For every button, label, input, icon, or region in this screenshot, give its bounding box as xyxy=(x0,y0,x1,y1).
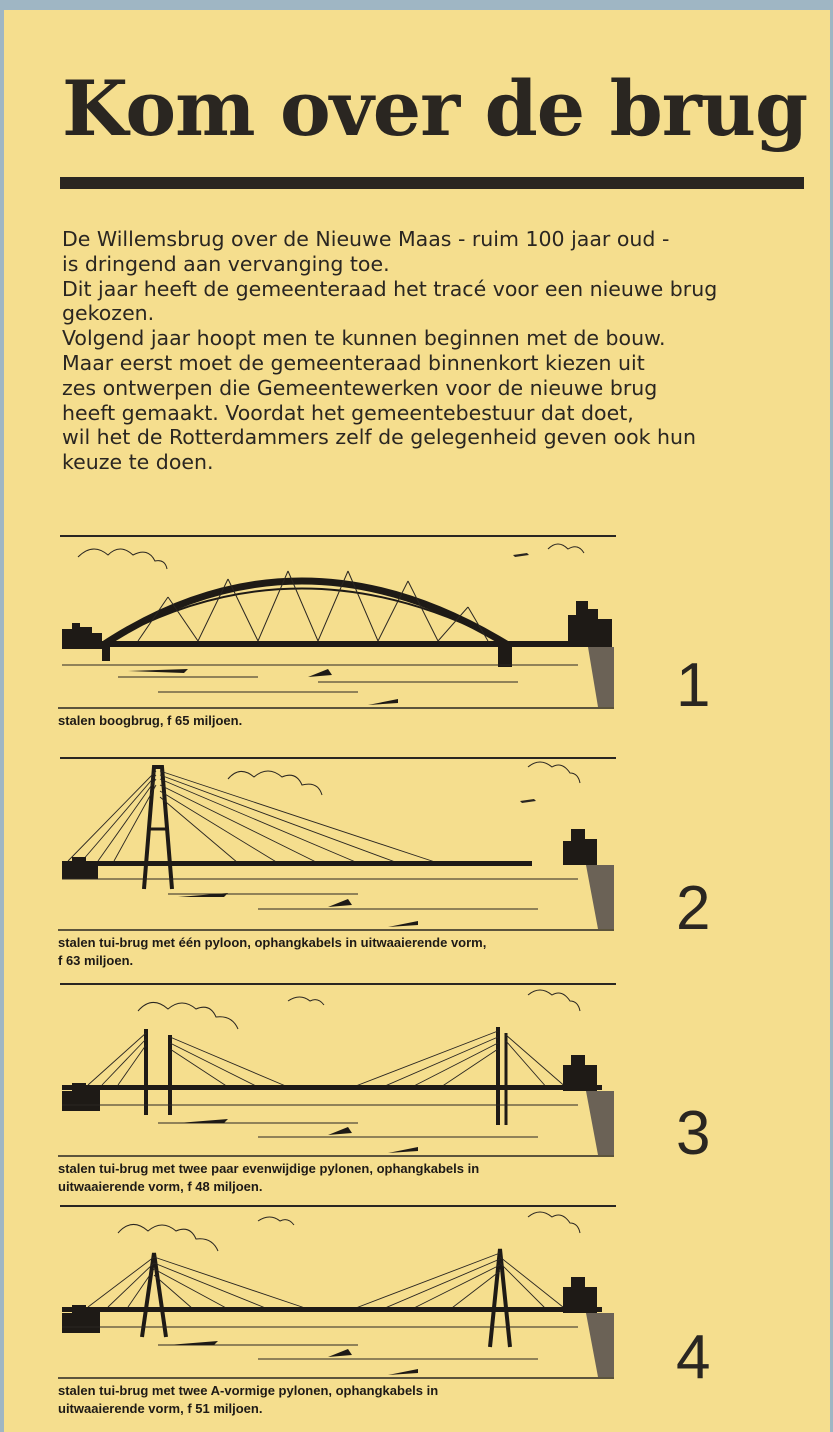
intro-line: gekozen. xyxy=(62,301,155,326)
intro-line: Volgend jaar hoopt men te kunnen beginnen met de bouw. xyxy=(62,326,666,351)
intro-line: keuze te doen. xyxy=(62,450,214,475)
intro-line: Dit jaar heeft de gemeenteraad het tracé voor een nieuwe brug xyxy=(62,276,718,301)
caption-line: stalen boogbrug, f 65 miljoen. xyxy=(58,713,243,728)
design-4 xyxy=(58,1207,618,1418)
caption-line: stalen tui-brug met één pyloon, ophangkabels in uitwaaierende vorm, xyxy=(58,935,487,950)
page-title: Kom over de brug xyxy=(62,64,808,153)
arch-bridge-illustration xyxy=(58,537,618,709)
intro-text xyxy=(62,227,782,475)
design-number: 4 xyxy=(676,1323,711,1392)
caption-line: uitwaaierende vorm, f 48 miljoen. xyxy=(58,1179,263,1194)
design-2 xyxy=(58,759,618,970)
design-3 xyxy=(58,985,618,1196)
design-1 xyxy=(58,537,618,730)
parallel-pylons-bridge-illustration xyxy=(58,985,618,1157)
intro-line: De Willemsbrug over de Nieuwe Maas - ruim 100 jaar oud - xyxy=(62,227,670,251)
single-pylon-bridge-illustration xyxy=(58,759,618,931)
caption-line: stalen tui-brug met twee A-vormige pylonen, ophangkabels in xyxy=(58,1383,439,1398)
design-number: 2 xyxy=(676,874,711,943)
intro-line: heeft gemaakt. Voordat het gemeentebestuur dat doet, xyxy=(62,400,634,425)
caption-line: stalen tui-brug met twee paar evenwijdige pylonen, ophangkabels in xyxy=(58,1161,480,1176)
design-caption xyxy=(58,1382,618,1418)
caption-line: f 63 miljoen. xyxy=(58,953,134,968)
intro-line: zes ontwerpen die Gemeentewerken voor de nieuwe brug xyxy=(62,375,658,400)
intro-line: Maar eerst moet de gemeenteraad binnenkort kiezen uit xyxy=(62,350,645,375)
design-caption xyxy=(58,934,618,970)
caption-line: uitwaaierende vorm, f 51 miljoen. xyxy=(58,1401,263,1416)
title-rule xyxy=(60,177,804,189)
design-number: 1 xyxy=(676,651,711,720)
intro-line: is dringend aan vervanging toe. xyxy=(62,251,390,276)
a-pylons-bridge-illustration xyxy=(58,1207,618,1379)
design-caption xyxy=(58,712,618,730)
intro-line: wil het de Rotterdammers zelf de gelegenheid geven ook hun xyxy=(62,425,696,450)
design-number: 3 xyxy=(676,1099,711,1168)
design-caption xyxy=(58,1160,618,1196)
